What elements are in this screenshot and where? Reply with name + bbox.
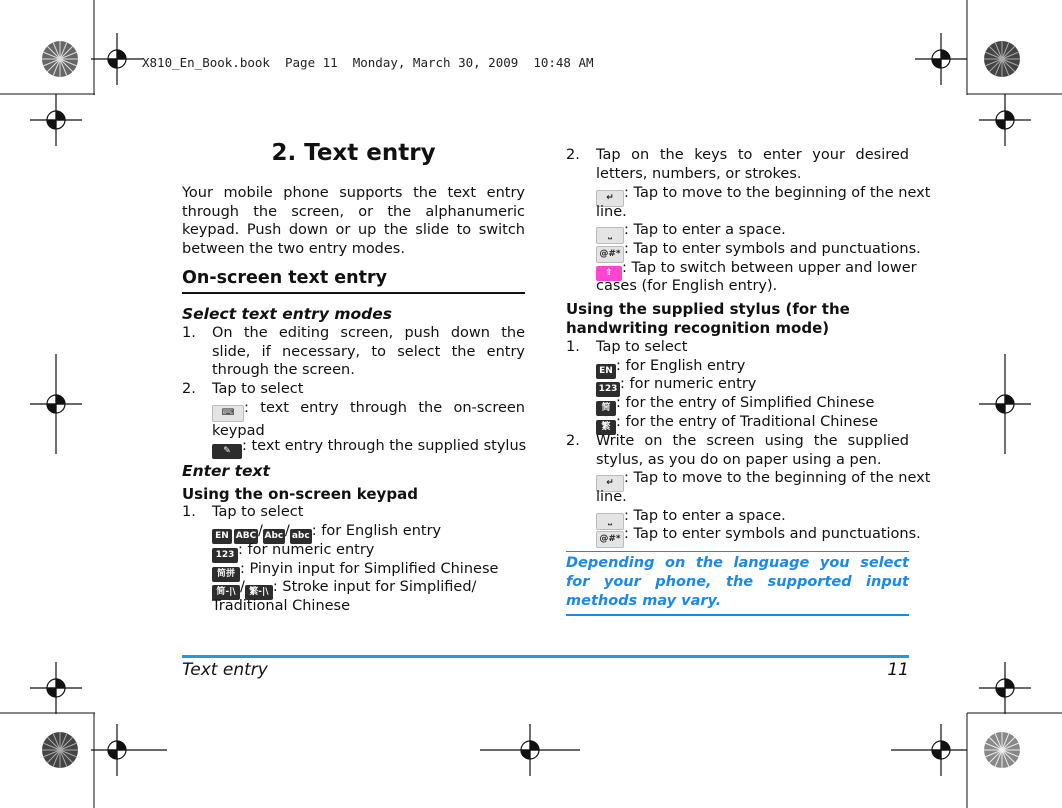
space-key-icon: ⎵ bbox=[596, 227, 624, 244]
list-item bbox=[596, 525, 921, 548]
list-item bbox=[566, 146, 909, 183]
stylus-heading-line: handwriting recognition mode) bbox=[566, 319, 830, 337]
option-text: : for numeric entry bbox=[238, 542, 375, 558]
enter-key-icon: ↵ bbox=[596, 475, 624, 492]
print-header: X810_En_Book.book Page 11 Monday, March 30, 2009 10:48 AM bbox=[142, 55, 594, 70]
step-text: Tap on the keys to enter your desired letters, numbers, or strokes. bbox=[596, 147, 909, 182]
en-icon: EN bbox=[596, 364, 616, 379]
separator: / bbox=[284, 523, 290, 539]
separator: / bbox=[240, 579, 245, 595]
starburst-target-icon bbox=[42, 732, 78, 768]
option-text: : for English entry bbox=[616, 358, 746, 374]
list-item bbox=[596, 469, 930, 492]
traditional-icon: 繁 bbox=[596, 420, 616, 435]
pinyin-icon: 简拼 bbox=[212, 567, 240, 582]
starburst-target-icon bbox=[984, 41, 1020, 77]
step-text: On the editing screen, push down the slide, if necessary, to select the entry through the screen. bbox=[212, 325, 525, 379]
list-item bbox=[212, 399, 525, 441]
starburst-target-icon bbox=[42, 41, 78, 77]
step-number: 1. bbox=[182, 325, 196, 341]
symbols-key-icon: @#* bbox=[596, 531, 624, 548]
option-text: : for the entry of Traditional Chinese bbox=[616, 414, 879, 430]
registration-target-icon bbox=[915, 33, 967, 85]
simplified-icon: 简 bbox=[596, 401, 616, 416]
option-text: : Tap to move to the beginning of the next bbox=[624, 470, 931, 486]
option-text: : for numeric entry bbox=[620, 376, 757, 392]
starburst-target-icon bbox=[984, 732, 1020, 768]
step-text: Tap to select bbox=[212, 504, 304, 520]
option-text: : Tap to switch between upper and lower bbox=[622, 260, 917, 276]
step-number: 2. bbox=[566, 147, 580, 163]
footer-title: Text entry bbox=[182, 660, 268, 680]
option-text: line. bbox=[596, 204, 627, 220]
numeric-icon: 123 bbox=[596, 382, 620, 397]
abc-upper-icon: ABC bbox=[234, 529, 258, 544]
option-text: : Stroke input for Simplified/ bbox=[272, 579, 477, 595]
registration-target-icon bbox=[979, 662, 1031, 714]
keypad-heading: Using the on-screen keypad bbox=[182, 485, 418, 503]
step-text: Write on the screen using the supplied stylus, as you do on paper using a pen. bbox=[596, 433, 909, 468]
keyboard-icon: ⌨ bbox=[212, 405, 244, 422]
registration-target-icon bbox=[891, 724, 967, 776]
registration-target-icon bbox=[30, 354, 82, 454]
section-title: On-screen text entry bbox=[182, 268, 525, 294]
select-modes-heading: Select text entry modes bbox=[182, 305, 392, 323]
stroke-simplified-icon: 简-|\ bbox=[212, 585, 240, 600]
abc-title-icon: Abc bbox=[263, 529, 285, 544]
option-text: line. bbox=[596, 489, 627, 505]
pen-icon: ✎ bbox=[212, 444, 242, 459]
option-text: : for the entry of Simplified Chinese bbox=[616, 395, 875, 411]
registration-target-icon bbox=[30, 662, 82, 714]
separator: / bbox=[258, 523, 263, 539]
step-number: 2. bbox=[566, 433, 580, 449]
option-text: : Pinyin input for Simplified Chinese bbox=[240, 561, 499, 577]
option-text: : text entry through the supplied stylus bbox=[242, 438, 527, 454]
option-text: cases (for English entry). bbox=[596, 278, 778, 294]
step-number: 2. bbox=[182, 381, 196, 397]
registration-target-icon bbox=[91, 724, 167, 776]
enter-text-heading: Enter text bbox=[182, 462, 270, 480]
option-text: : Tap to enter a space. bbox=[624, 508, 786, 524]
enter-key-icon: ↵ bbox=[596, 190, 624, 207]
option-text: : Tap to move to the beginning of the next bbox=[624, 185, 931, 201]
step-text: Tap to select bbox=[212, 381, 304, 397]
list-item bbox=[182, 380, 525, 399]
list-item bbox=[566, 338, 909, 357]
step-number: 1. bbox=[566, 339, 580, 355]
list-item bbox=[182, 503, 525, 522]
step-number: 1. bbox=[182, 504, 196, 520]
step-text: Tap to select bbox=[596, 339, 688, 355]
registration-target-icon bbox=[979, 354, 1031, 454]
stylus-heading-line: Using the supplied stylus (for the bbox=[566, 300, 850, 318]
chapter-title: 2. Text entry bbox=[271, 140, 436, 166]
shift-key-icon: ⇧ bbox=[596, 266, 622, 281]
numeric-icon: 123 bbox=[212, 548, 238, 563]
option-text: Traditional Chinese bbox=[212, 598, 351, 614]
registration-target-icon bbox=[30, 94, 82, 146]
list-item bbox=[212, 437, 526, 459]
note-box: Depending on the language you select for your phone, the supported input methods may vary. bbox=[566, 551, 909, 616]
list-item bbox=[182, 324, 525, 380]
page-number: 11 bbox=[887, 660, 909, 680]
registration-target-icon bbox=[91, 33, 143, 85]
abc-lower-icon: abc bbox=[290, 529, 312, 544]
option-text: : for English entry bbox=[311, 523, 442, 539]
registration-target-icon bbox=[480, 724, 580, 776]
symbols-key-icon: @#* bbox=[596, 246, 624, 263]
intro-paragraph: Your mobile phone supports the text entry through the screen, or the alphanumeric keypad. Push down or up the slide to switch between the two entry modes. bbox=[182, 185, 525, 258]
option-text: : text entry through the on-screen keypad bbox=[212, 400, 525, 439]
footer-rule bbox=[182, 655, 909, 658]
option-text: : Tap to enter a space. bbox=[624, 222, 786, 238]
list-item bbox=[596, 184, 930, 207]
stroke-traditional-icon: 繁-|\ bbox=[245, 585, 273, 600]
list-item bbox=[566, 432, 909, 469]
option-text: : Tap to enter symbols and punctuations. bbox=[624, 241, 921, 257]
option-text: : Tap to enter symbols and punctuations. bbox=[624, 526, 921, 542]
en-icon: EN bbox=[212, 529, 232, 544]
space-key-icon: ⎵ bbox=[596, 513, 624, 530]
stylus-heading bbox=[566, 300, 850, 338]
registration-target-icon bbox=[979, 94, 1031, 146]
